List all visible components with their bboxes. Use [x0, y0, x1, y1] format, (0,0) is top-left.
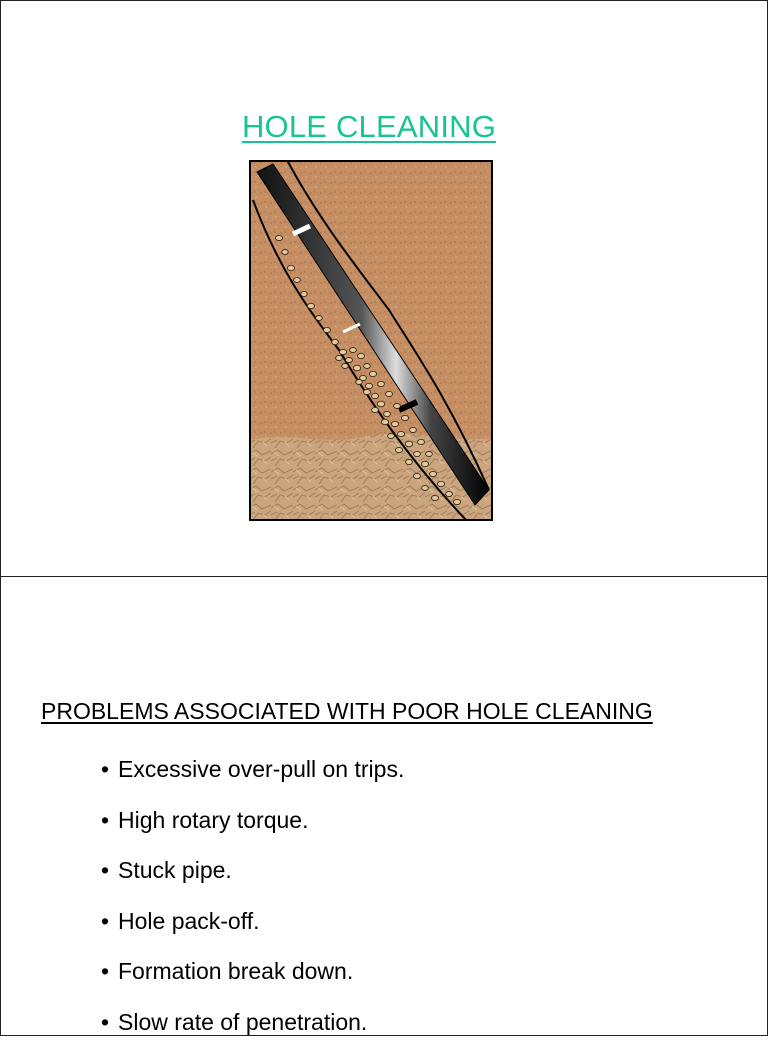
- list-item: [101, 907, 404, 958]
- list-item: [101, 1008, 404, 1058]
- section-heading: PROBLEMS ASSOCIATED WITH POOR HOLE CLEANING: [41, 698, 653, 725]
- bullet-icon: •: [101, 856, 118, 884]
- list-item-text: Excessive over-pull on trips.: [118, 756, 404, 782]
- list-item-text: Slow rate of penetration.: [118, 1009, 367, 1035]
- list-item: [101, 957, 404, 1008]
- bullet-icon: •: [101, 806, 118, 834]
- list-item-text: Stuck pipe.: [118, 857, 232, 883]
- list-item: [101, 806, 404, 857]
- list-item: [101, 856, 404, 907]
- wellbore-illustration: [249, 160, 493, 521]
- list-item: [101, 755, 404, 806]
- bullet-icon: •: [101, 907, 118, 935]
- list-item-text: Formation break down.: [118, 958, 353, 984]
- list-item-text: Hole pack-off.: [118, 908, 259, 934]
- bullet-icon: •: [101, 755, 118, 783]
- bullet-icon: •: [101, 1008, 118, 1036]
- bullet-icon: •: [101, 957, 118, 985]
- problems-list: [101, 755, 404, 1058]
- slide-title: HOLE CLEANING: [1, 109, 737, 145]
- list-item-text: High rotary torque.: [118, 807, 308, 833]
- slide-problems: [0, 576, 768, 1036]
